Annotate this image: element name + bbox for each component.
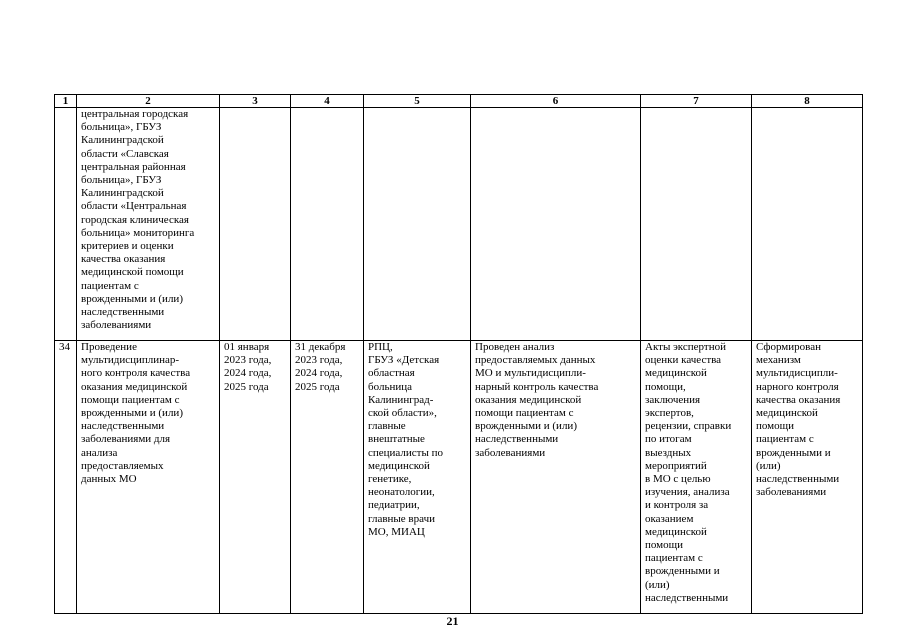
column-header-5: 5 — [364, 95, 471, 108]
activity-cell — [77, 341, 220, 614]
table-cell — [77, 108, 220, 341]
column-header-7: 7 — [641, 95, 752, 108]
end-date-text: 31 декабря 2023 года, 2024 года, 2025 года — [295, 341, 346, 393]
row-number: 34 — [59, 341, 70, 353]
start-date-text: 01 января 2023 года, 2024 года, 2025 года — [224, 341, 272, 393]
responsible-text: РПЦ, ГБУЗ «Детская областная больница Калининград- ской области», главные внештатные специалисты по медицинской генетике, неонатологии, педиатрии, главные врачи МО, МИАЦ — [368, 341, 443, 538]
documents-text: Акты экспертной оценки качества медицинской помощи, заключения экспертов, рецензии, справки по итогам выездных мероприятий в МО с целью изучения, анализа и контроля за оказанием медицинской помощи пациентам с врожденными и (или) наследственными — [645, 341, 732, 604]
document-table — [54, 94, 863, 614]
result-cell — [471, 341, 641, 614]
end-date-cell — [291, 341, 364, 614]
table-cell — [641, 108, 752, 341]
table-cell — [291, 108, 364, 341]
result-text: Проведен анализ предоставляемых данных МО и мультидисципли- нарный контроль качества оказания медицинской помощи пациентам с врожденными и (или) наследственными заболеваниями — [475, 341, 599, 459]
table-cell — [55, 108, 77, 341]
header-row — [55, 95, 863, 108]
table-cell — [364, 108, 471, 341]
table-cell — [471, 108, 641, 341]
cell-text: центральная городская больница», ГБУЗ Калининградской области «Славская центральная районная больница», ГБУЗ Калининградской области «Центральная городская клиническая больница» мониторинга критериев и оценки качества оказания медицинской помощи пациентам с врожденными и (или) наследственными заболеваниями — [81, 108, 195, 332]
column-header-4: 4 — [291, 95, 364, 108]
table-cell — [752, 108, 863, 341]
documents-cell — [641, 341, 752, 614]
row-number-cell — [55, 341, 77, 614]
column-header-1: 1 — [55, 95, 77, 108]
table-cell — [220, 108, 291, 341]
column-header-6: 6 — [471, 95, 641, 108]
responsible-cell — [364, 341, 471, 614]
page-number: 21 — [446, 614, 459, 628]
table-row-34 — [55, 341, 863, 614]
outcome-text: Сформирован механизм мультидисципли- нарного контроля качества оказания медицинской помощи пациентам с врожденными и (или) наследственными заболеваниями — [756, 341, 841, 499]
column-header-8: 8 — [752, 95, 863, 108]
outcome-cell — [752, 341, 863, 614]
table-row-continuation — [55, 108, 863, 341]
activity-text: Проведение мультидисциплинар- ного контроля качества оказания медицинской помощи пациентам с врожденными и (или) наследственными заболеваниями для анализа предоставляемых данных МО — [81, 341, 191, 486]
column-header-2: 2 — [77, 95, 220, 108]
start-date-cell — [220, 341, 291, 614]
column-header-3: 3 — [220, 95, 291, 108]
